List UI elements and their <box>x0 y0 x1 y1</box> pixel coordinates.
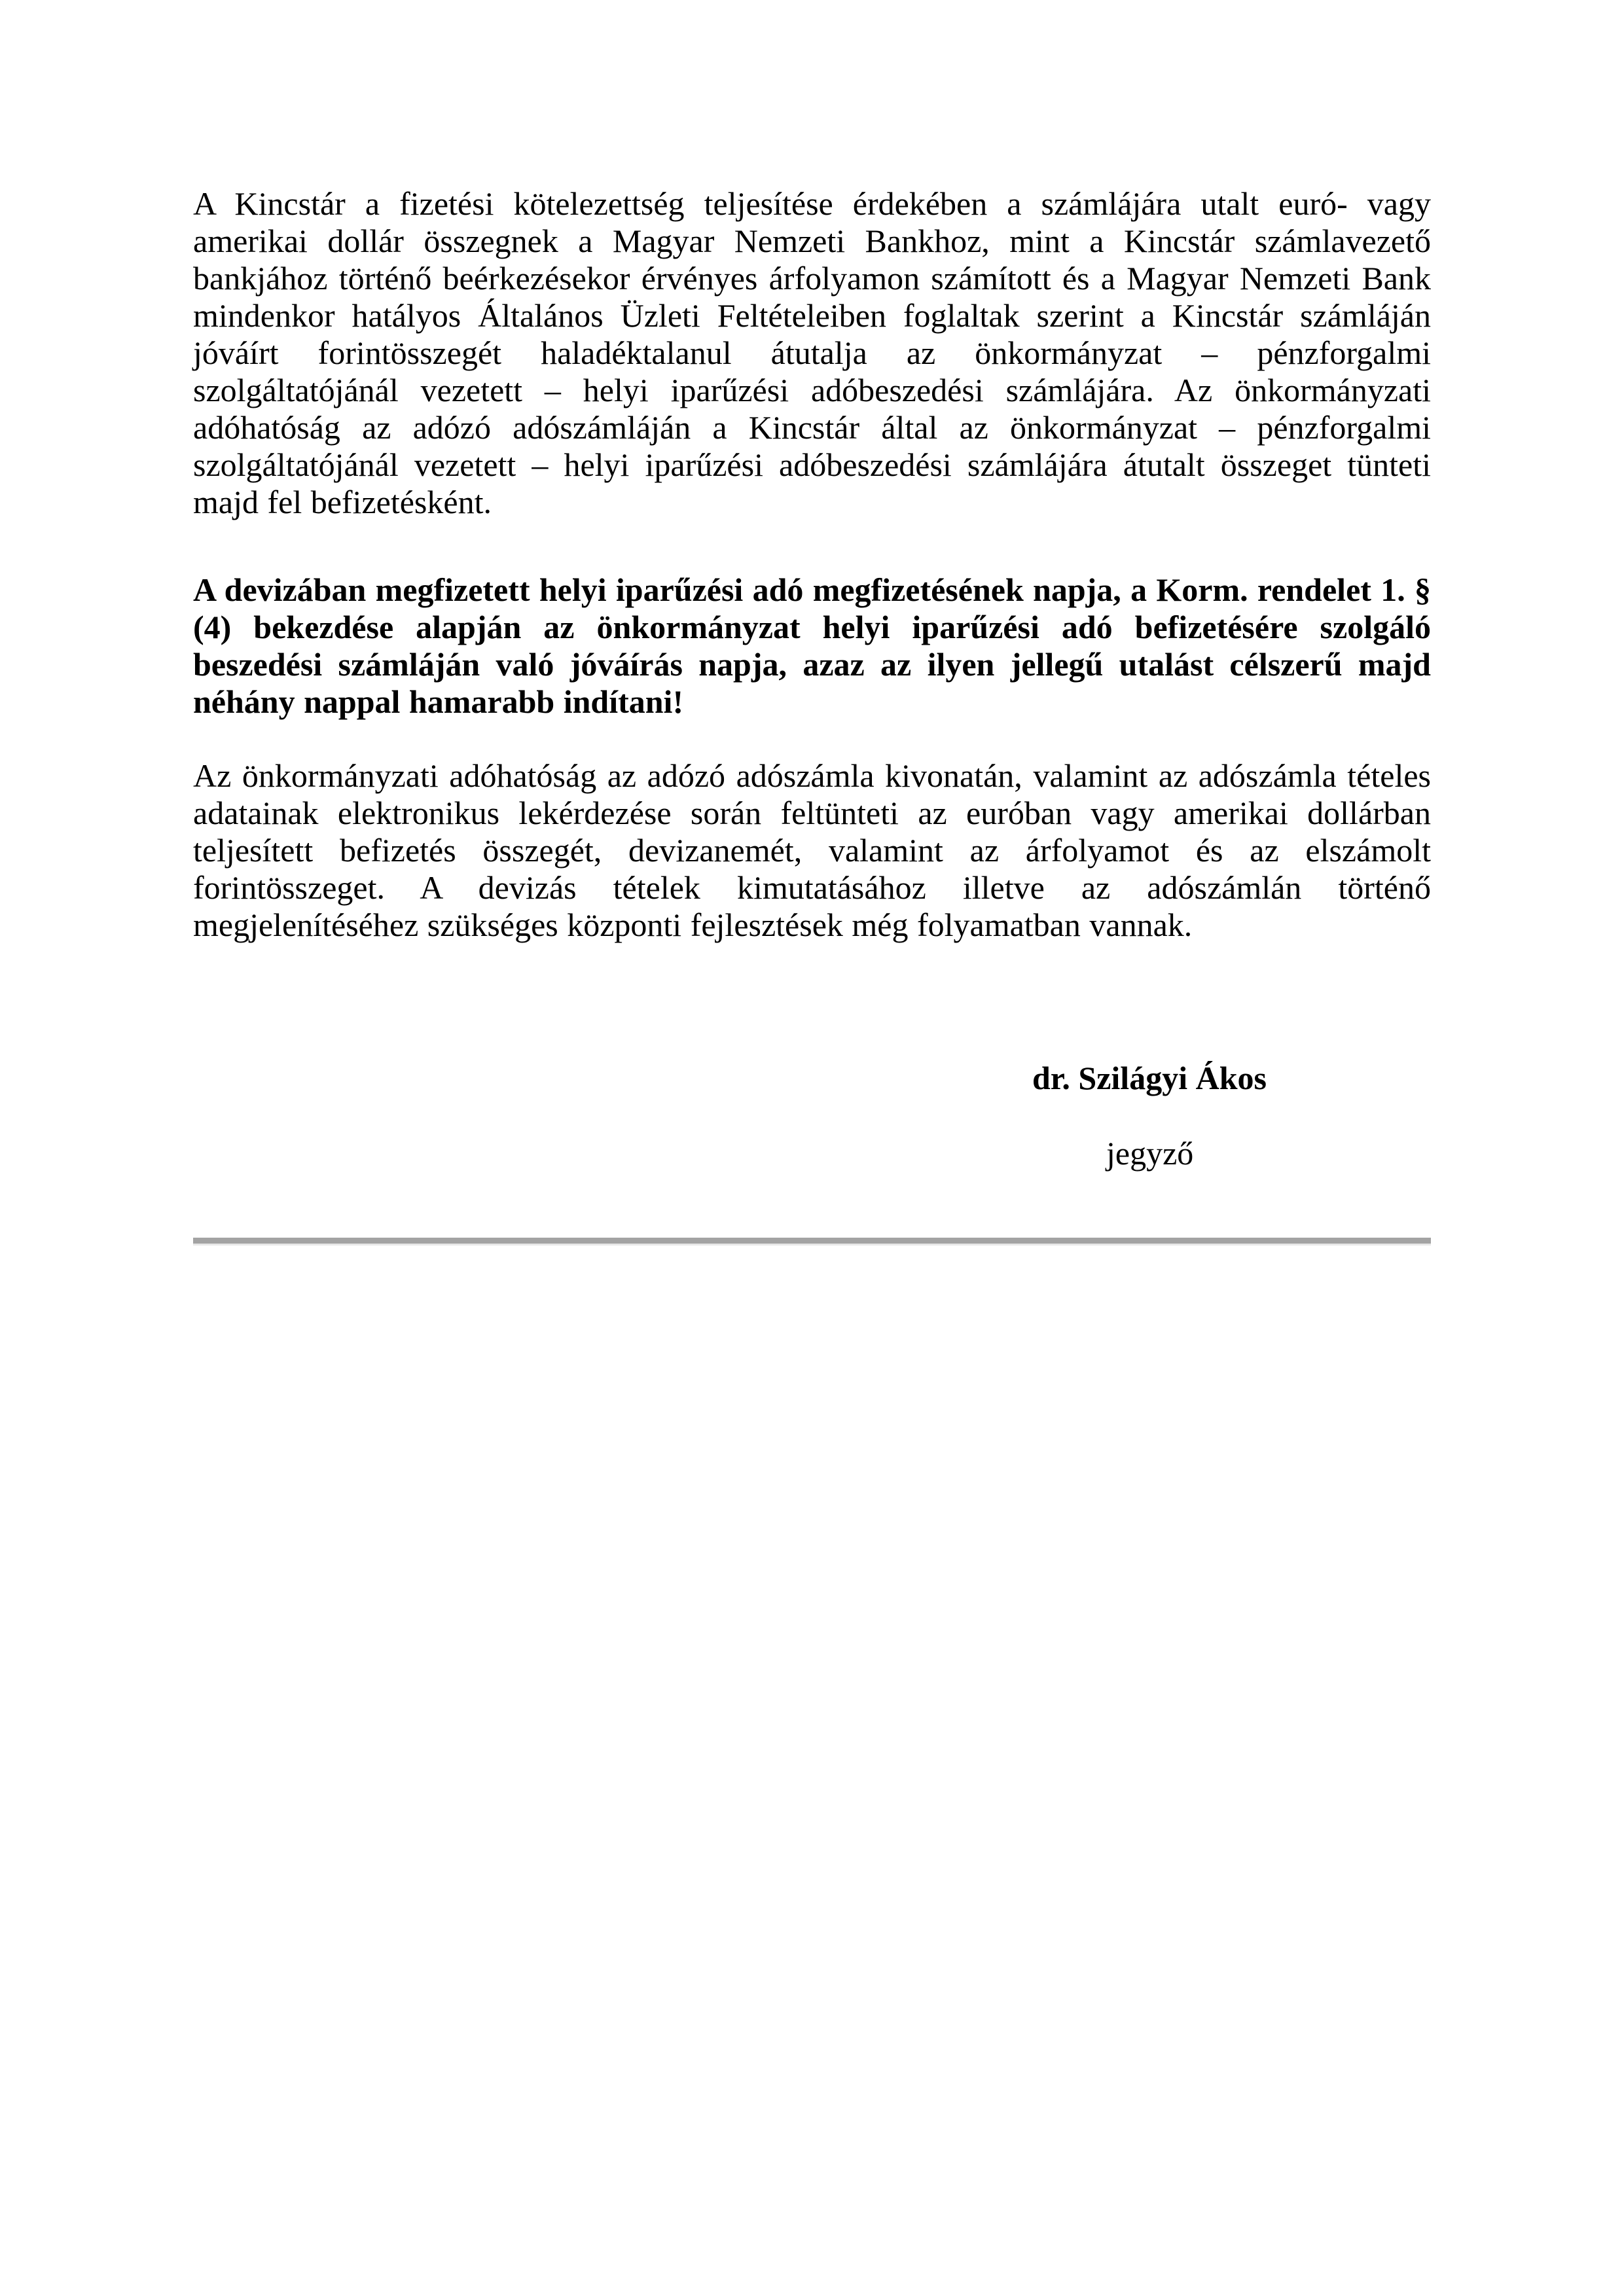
signature-title: jegyző <box>1106 1135 1194 1172</box>
horizontal-rule <box>193 1238 1431 1246</box>
paragraph-tax-account-statement: Az önkormányzati adóhatóság az adózó adószámla kivonatán, valamint az adószámla tételes adatainak elektronikus lekérdezése során feltünteti az euróban vagy amerikai dollárban teljesített befizetés összegét, devizanemét, valamint az árfolyamot és az elszámolt forintösszeget. A devizás tételek kimutatásához illetve az adószámlán történő megjelenítéséhez szükséges központi fejlesztések még folyamatban vannak. <box>193 757 1431 943</box>
paragraph-kincstar-transfer: A Kincstár a fizetési kötelezettség teljesítése érdekében a számlájára utalt euró- vagy amerikai dollár összegnek a Magyar Nemzeti Bankhoz, mint a Kincstár számlavezető bankjához történő beérkezésekor érvényes árfolyamon számított és a Magyar Nemzeti Bank mindenkor hatályos Általános Üzleti Feltételeiben foglaltak szerint a Kincstár számláján jóváírt forintösszegét haladéktalanul átutalja az önkormányzat – pénzforgalmi szolgáltatójánál vezetett – helyi iparűzési adóbeszedési számlájára. Az önkormányzati adóhatóság az adózó adószámláján a Kincstár által az önkormányzat – pénzforgalmi szolgáltatójánál vezetett – helyi iparűzési adóbeszedési számlájára átutalt összeget tünteti majd fel befizetésként. <box>193 185 1431 520</box>
paragraph-payment-date-bold: A devizában megfizetett helyi iparűzési adó megfizetésének napja, a Korm. rendelet 1. § (4) bekezdése alapján az önkormányzat helyi iparűzési adó befizetésére szolgáló beszedési számláján való jóváírás napja, azaz az ilyen jellegű utalást célszerű majd néhány nappal hamarabb indítani! <box>193 571 1431 720</box>
signature-name: dr. Szilágyi Ákos <box>1032 1060 1267 1096</box>
